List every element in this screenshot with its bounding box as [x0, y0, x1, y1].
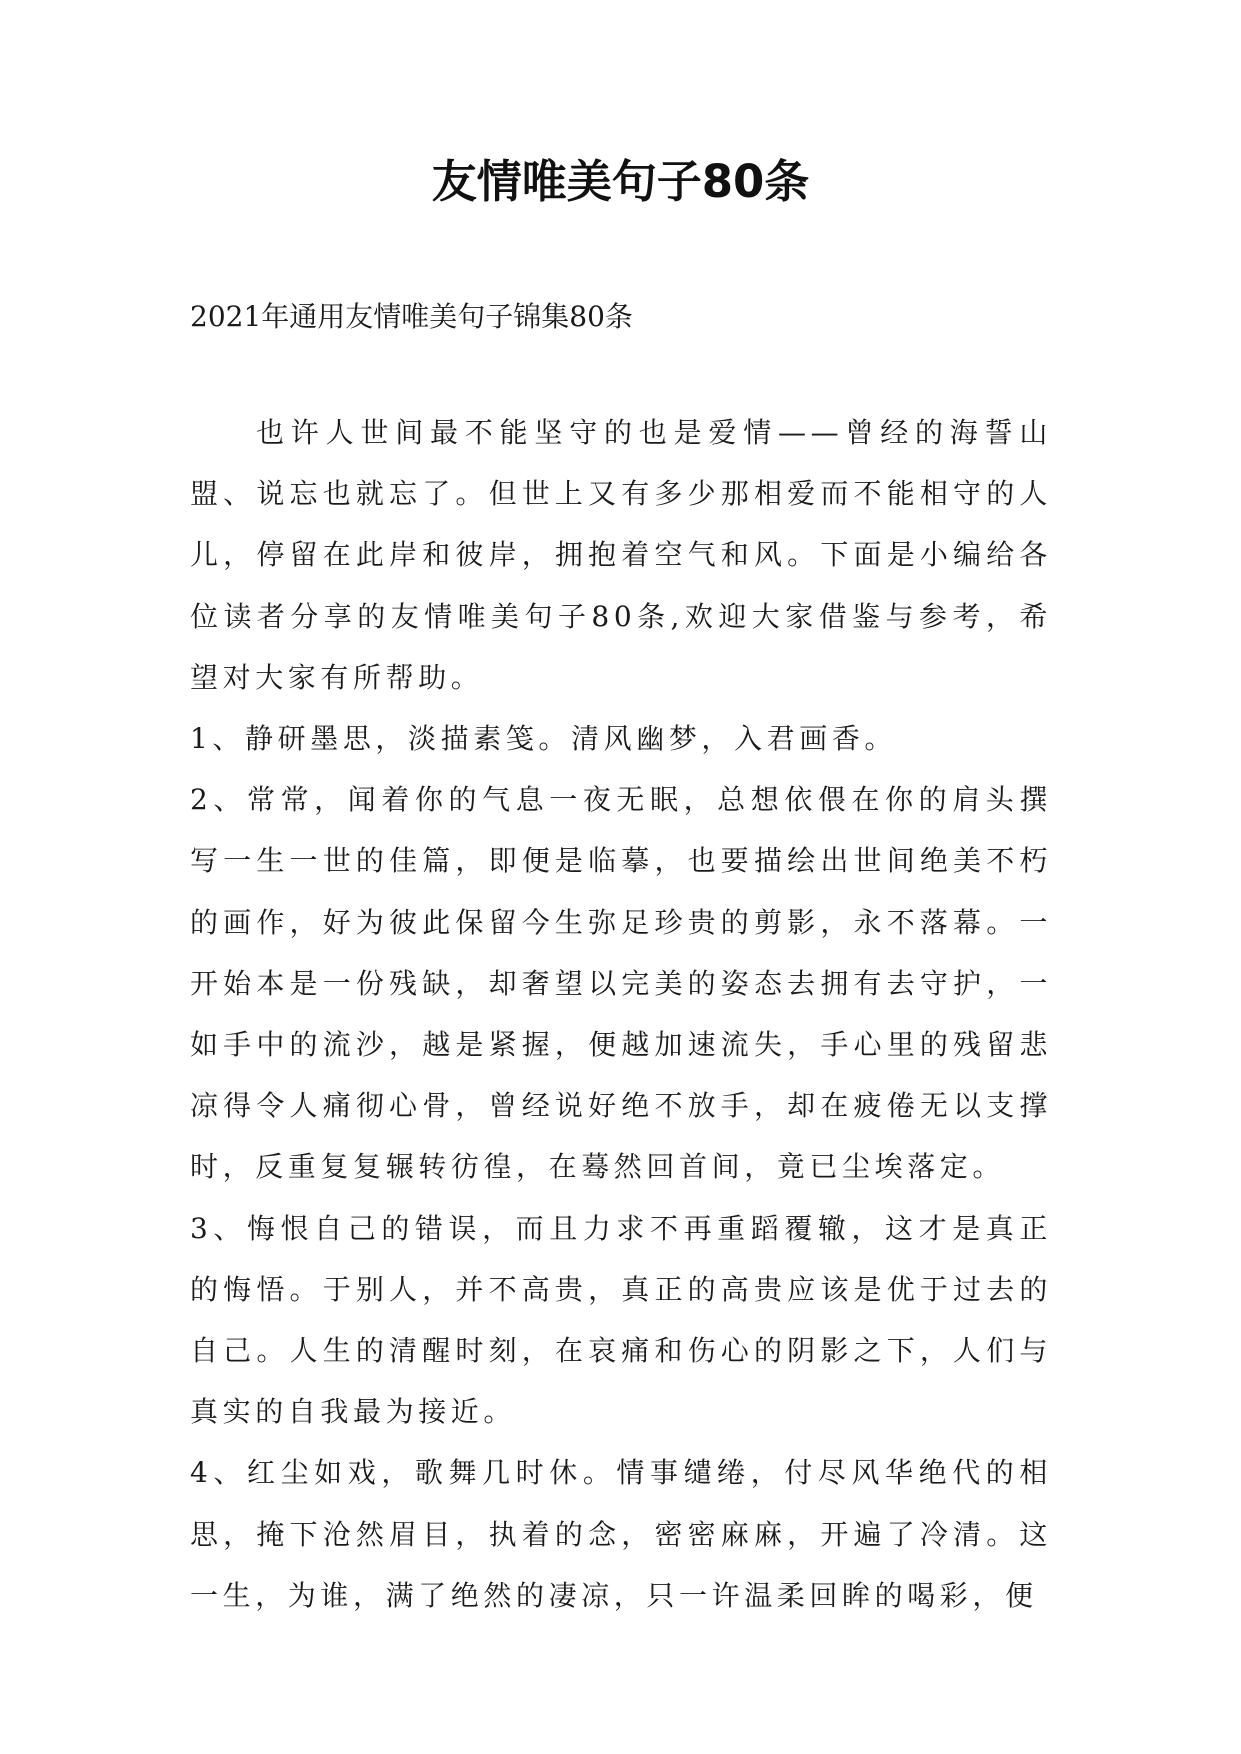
document-title: 友情唯美句子80条	[431, 155, 810, 208]
document-body	[190, 402, 1052, 1626]
list-item: 3、悔恨自己的错误，而且力求不再重蹈覆辙，这才是真正的悔悟。于别人，并不高贵，真正的高贵应该是优于过去的自己。人生的清醒时刻，在哀痛和伤心的阴影之下，人们与真实的自我最为接近。	[190, 1211, 1052, 1429]
intro-paragraph: 也许人世间最不能坚守的也是爱情——曾经的海誓山盟、说忘也就忘了。但世上又有多少那相爱而不能相守的人儿，停留在此岸和彼岸，拥抱着空气和风。下面是小编给各位读者分享的友情唯美句子80条,欢迎大家借鉴与参考，希望对大家有所帮助。	[190, 416, 1052, 694]
document-subtitle: 2021年通用友情唯美句子锦集80条	[190, 300, 633, 333]
list-item: 4、红尘如戏，歌舞几时休。情事缱绻，付尽风华绝代的相思，掩下沧然眉目，执着的念，密密麻麻，开遍了冷清。这一生，为谁，满了绝然的凄凉，只一许温柔回眸的喝彩，便	[190, 1456, 1052, 1612]
list-item: 1、静研墨思，淡描素笺。清风幽梦，入君画香。	[190, 722, 898, 756]
list-item: 2、常常，闻着你的气息一夜无眠，总想依偎在你的肩头撰写一生一世的佳篇，即便是临摹，也要描绘出世间绝美不朽的画作，好为彼此保留今生弥足珍贵的剪影，永不落幕。一开始本是一份残缺，却奢望以完美的姿态去拥有去守护，一如手中的流沙，越是紧握，便越加速流失，手心里的残留悲凉得令人痛彻心骨，曾经说好绝不放手，却在疲倦无以支撑时，反重复复辗转彷徨，在蓦然回首间，竟已尘埃落定。	[190, 783, 1052, 1184]
